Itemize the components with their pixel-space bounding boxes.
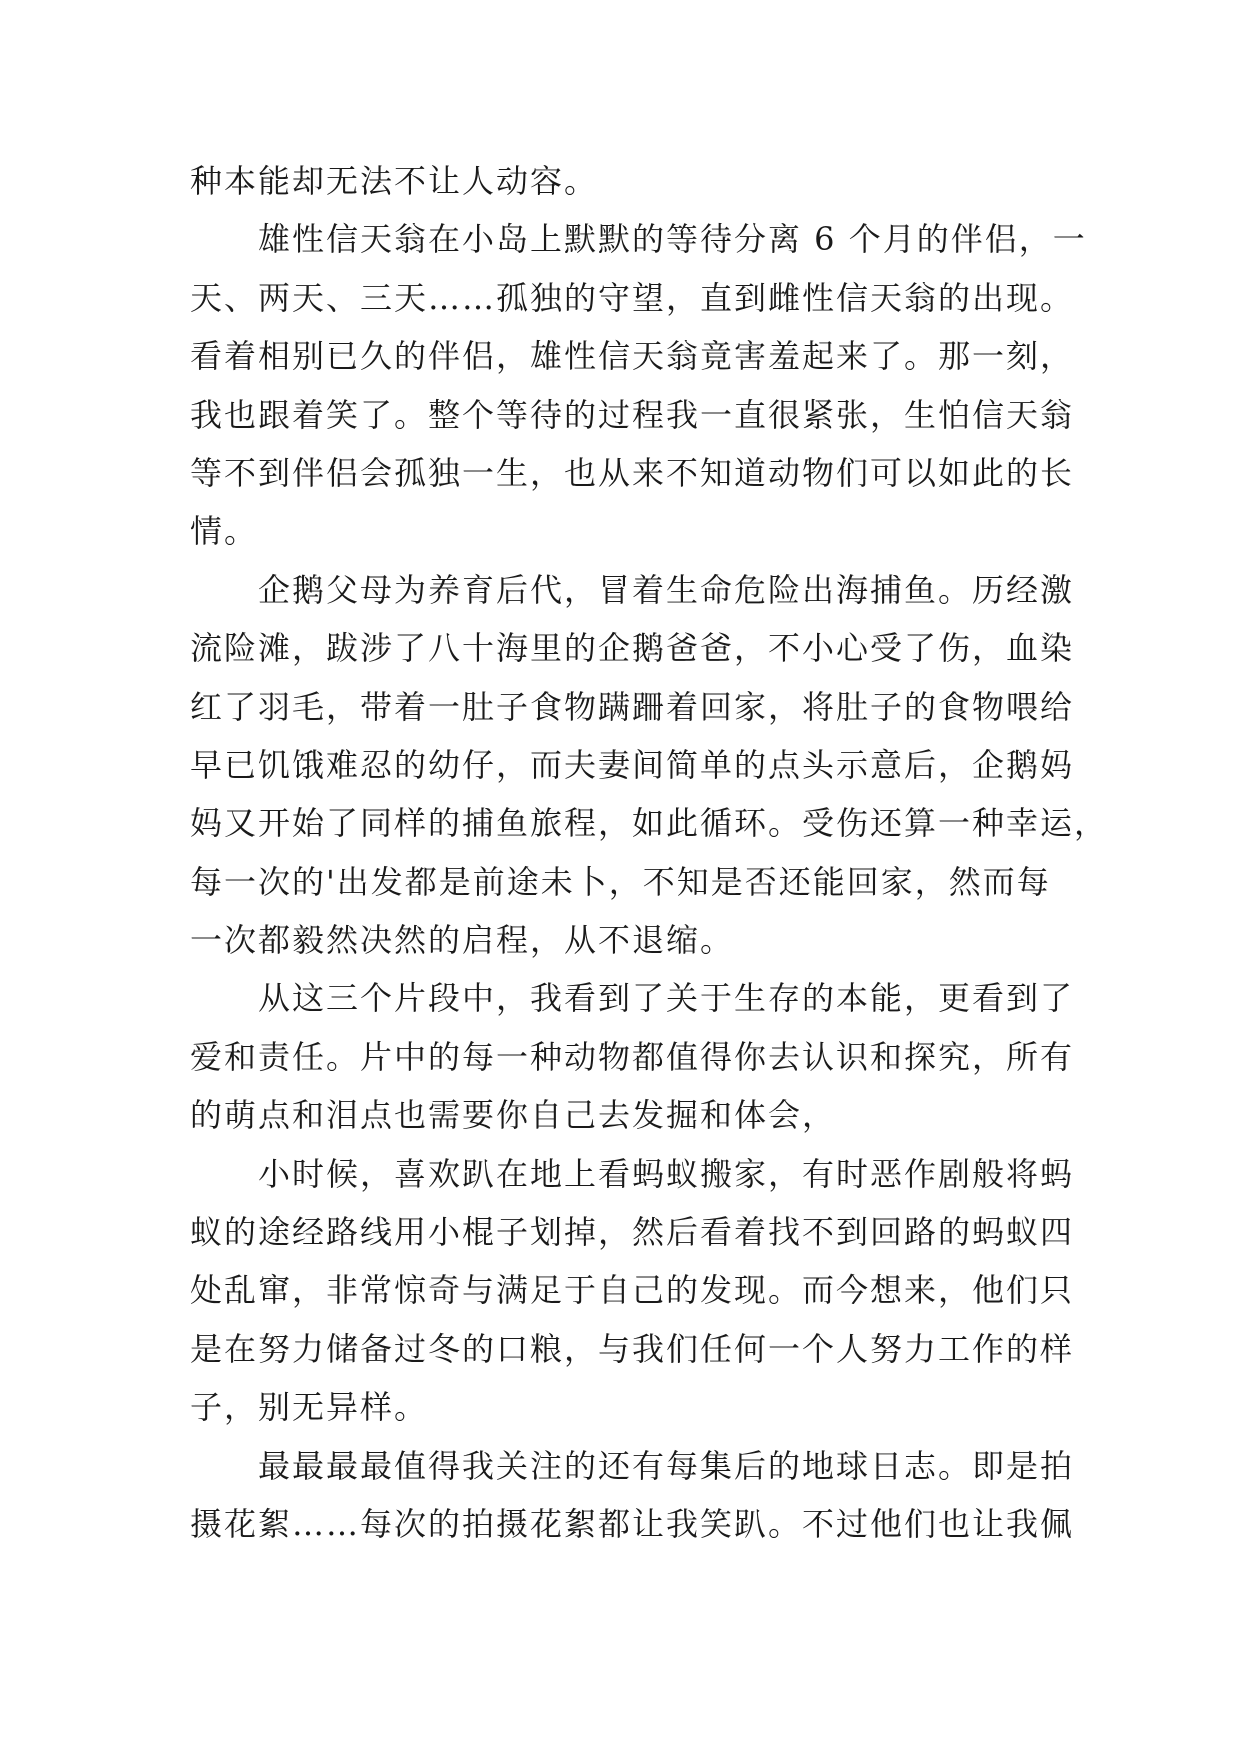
text-line: 最最最最值得我关注的还有每集后的地球日志。即是拍 bbox=[190, 1446, 1075, 1485]
text-line: 红了羽毛，带着一肚子食物蹒跚着回家，将肚子的食物喂给 bbox=[190, 687, 1075, 726]
text-line: 子，别无异样。 bbox=[190, 1388, 429, 1427]
text-line: 企鹅父母为养育后代，冒着生命危险出海捕鱼。历经激 bbox=[190, 570, 1075, 609]
text-line: 早已饥饿难忍的幼仔，而夫妻间简单的点头示意后，企鹅妈 bbox=[190, 745, 1075, 784]
text-line: 流险滩，跋涉了八十海里的企鹅爸爸，不小心受了伤，血染 bbox=[190, 629, 1075, 668]
text-line: 处乱窜，非常惊奇与满足于自己的发现。而今想来，他们只 bbox=[190, 1271, 1075, 1310]
text-line: 妈又开始了同样的捕鱼旅程，如此循环。受伤还算一种幸运， bbox=[190, 804, 1109, 843]
text-line: 每一次的'出发都是前途未卜，不知是否还能回家，然而每 bbox=[190, 862, 1051, 901]
text-line: 爱和责任。片中的每一种动物都值得你去认识和探究，所有 bbox=[190, 1037, 1075, 1076]
text-line: 种本能却无法不让人动容。 bbox=[190, 162, 599, 200]
text-line: 天、两天、三天……孤独的守望，直到雌性信天翁的出现。 bbox=[190, 278, 1075, 317]
text-line: 从这三个片段中，我看到了关于生存的本能，更看到了 bbox=[190, 979, 1075, 1018]
text-line: 等不到伴侣会孤独一生，也从来不知道动物们可以如此的长 bbox=[190, 453, 1075, 492]
text-line: 雄性信天翁在小岛上默默的等待分离 6 个月的伴侣，一 bbox=[190, 220, 1087, 259]
text-line: 情。 bbox=[190, 512, 259, 551]
body-text bbox=[190, 152, 1109, 1553]
text-line: 是在努力储备过冬的口粮，与我们任何一个人努力工作的样 bbox=[190, 1329, 1075, 1368]
text-line: 的萌点和泪点也需要你自己去发掘和体会， bbox=[190, 1096, 837, 1135]
text-line: 看着相别已久的伴侣，雄性信天翁竟害羞起来了。那一刻， bbox=[190, 337, 1075, 376]
text-line: 一次都毅然决然的启程，从不退缩。 bbox=[190, 921, 735, 960]
text-line: 小时候，喜欢趴在地上看蚂蚁搬家，有时恶作剧般将蚂 bbox=[190, 1154, 1075, 1193]
text-line: 我也跟着笑了。整个等待的过程我一直很紧张，生怕信天翁 bbox=[190, 395, 1075, 434]
text-line: 摄花絮……每次的拍摄花絮都让我笑趴。不过他们也让我佩 bbox=[190, 1504, 1075, 1543]
text-line: 蚁的途经路线用小棍子划掉，然后看着找不到回路的蚂蚁四 bbox=[190, 1213, 1075, 1252]
